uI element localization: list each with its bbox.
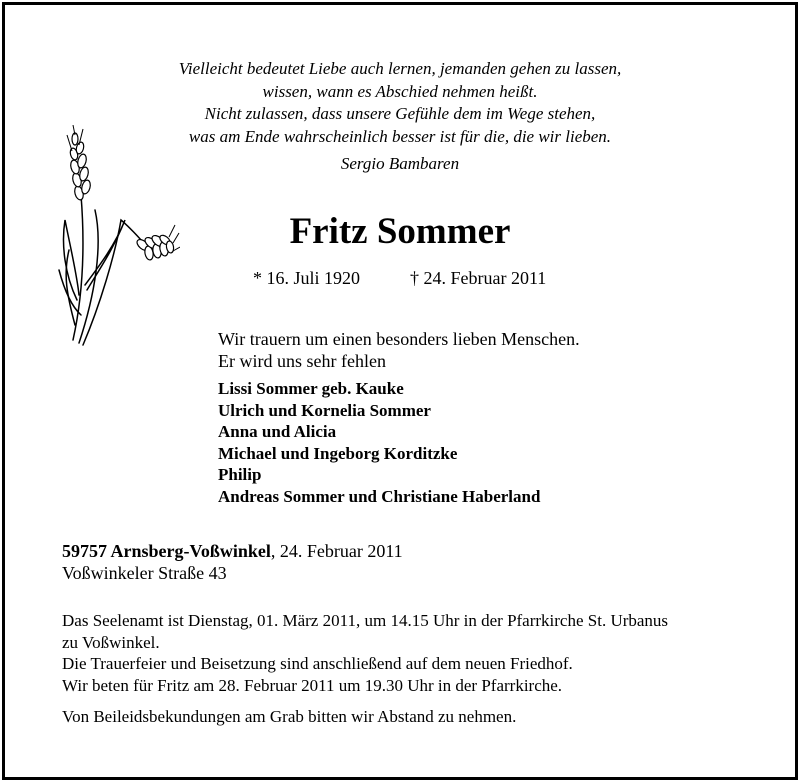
place-street: Voßwinkeler Straße 43	[62, 563, 227, 583]
mourning-text	[218, 328, 580, 372]
family-member: Andreas Sommer und Christiane Haberland	[218, 486, 541, 506]
poem-line: Vielleicht bedeutet Liebe auch lernen, jemanden gehen zu lassen,	[178, 59, 622, 78]
service-notes	[62, 610, 762, 728]
family-member: Anna und Alicia	[218, 422, 337, 441]
poem-line: wissen, wann es Abschied nehmen heißt.	[262, 81, 538, 101]
family-list	[218, 378, 540, 507]
note-line: Die Trauerfeier und Beisetzung sind anschließend auf dem neuen Friedhof.	[62, 654, 573, 673]
place-date: , 24. Februar 2011	[270, 541, 403, 561]
poem-line: was am Ende wahrscheinlich besser ist für die, die wir lieben.	[188, 126, 612, 146]
family-member: Lissi Sommer geb. Kauke	[218, 379, 404, 398]
family-member: Ulrich und Kornelia Sommer	[218, 400, 431, 420]
note-line: Wir beten für Fritz am 28. Februar 2011 um 19.30 Uhr in der Pfarrkirche.	[62, 675, 563, 695]
poem-author: Sergio Bambaren	[340, 154, 460, 173]
birth-date: * 16. Juli 1920	[253, 268, 361, 288]
poem-line: Nicht zulassen, dass unsere Gefühle dem im Wege stehen,	[204, 104, 596, 123]
mourning-line: Er wird uns sehr fehlen	[218, 351, 386, 371]
family-member: Michael und Ingeborg Korditzke	[218, 443, 458, 463]
note-line: Das Seelenamt ist Dienstag, 01. März 2011, um 14.15 Uhr in der Pfarrkirche St. Urbanus	[62, 611, 669, 630]
place-city: 59757 Arnsberg-Voßwinkel	[62, 541, 271, 561]
note-line: zu Voßwinkel.	[62, 632, 160, 652]
mourning-line: Wir trauern um einen besonders lieben Menschen.	[218, 329, 580, 349]
family-member: Philip	[218, 465, 262, 484]
place-block	[62, 540, 403, 584]
deceased-name: Fritz Sommer	[289, 211, 511, 252]
death-date: † 24. Februar 2011	[410, 268, 547, 288]
note-line: Von Beileidsbekundungen am Grab bitten wir Abstand zu nehmen.	[62, 707, 517, 726]
